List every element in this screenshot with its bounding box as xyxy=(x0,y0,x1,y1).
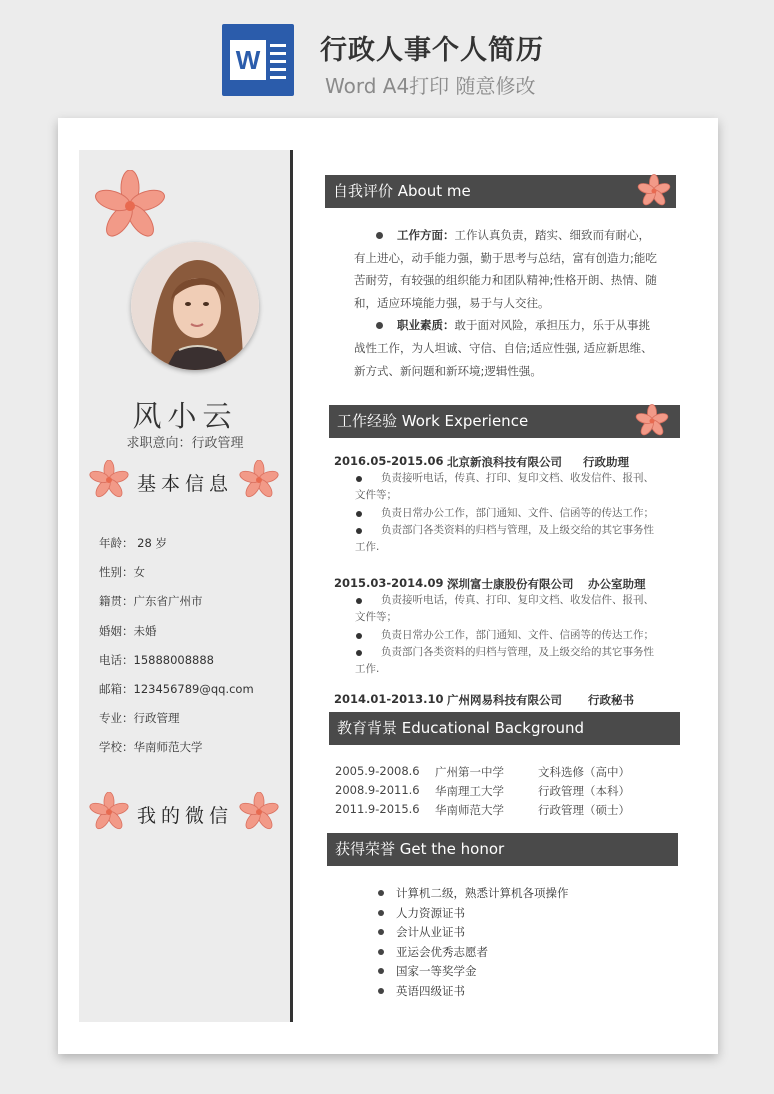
bullet-icon xyxy=(378,910,384,916)
experience-heading: 工作经验 Work Experience xyxy=(337,412,529,430)
info-email: 邮箱：123456789@qq.com xyxy=(99,681,254,696)
info-hometown: 籍贯：广东省广州市 xyxy=(99,594,203,609)
info-major: 专业：行政管理 xyxy=(99,711,180,726)
education-header xyxy=(329,712,680,745)
flower-icon xyxy=(637,174,671,208)
info-marital: 婚姻：未婚 xyxy=(99,623,157,638)
honor-item: 会计从业证书 xyxy=(378,923,569,943)
job-1-duties: 负责接听电话，传真、打印、复印文档、收发信件、报刊、 文件等； 负责日常办公工作，部门通知、文件、信函等的传达工作； 负责部门各类资料的归档与管理，及上级交给的其它事务性 工作. xyxy=(355,472,654,554)
job-role: 行政助理 xyxy=(583,455,629,469)
job-company: 深圳富士康股份有限公司 xyxy=(447,577,574,591)
honor-item: 人力资源证书 xyxy=(378,904,569,924)
flower-icon xyxy=(635,404,669,438)
bullet-icon xyxy=(356,598,362,604)
basic-info-heading: 基本信息 xyxy=(136,473,233,495)
about-heading: 自我评价 About me xyxy=(333,182,471,200)
info-phone: 电话：15888008888 xyxy=(99,652,214,667)
job-role: 办公室助理 xyxy=(588,577,646,591)
flower-icon xyxy=(239,460,279,500)
info-age: 年龄： 28 岁 xyxy=(99,536,167,550)
resume-page: 风小云 求职意向：行政管理 基本信息 年龄： 28 岁 性别：女 籍贯：广东省广州市 婚姻：未婚 电话：15888008888 邮箱：123456789@qq.com 专业：行政管理 学校：华南师范大学 我的微信 自我评价 About me 工作方面：工作认真负责，踏实、细致而有耐心， 有上进心，动手能力强，勤于思考与总结，富有创造力;能吃 苦耐劳，有较强的组织能力和团队精神;性格开朗、热情、随 和，适应环境能力强，易于与人交往。 职业素质：敢于面对风险，承担压力，乐于从事挑 战性工作，为人坦诚、守信、自信;适应性强, 适应新思维、 新方式、新问题和新环境;逻辑性强。 工作经验 Work Experience 2016.05-2015.06 北京新浪科技有限公司 行政助理 负责接听电话，传真、打印、复印文档、收发信件、报刊、 文件等； 负责日常办公工作，部门通知、文件、信函等的传达工作； 负责部门各类资料的归档与管理，及上级交给的其它事务性 工作. 2015.03-2014.09 深圳富士康股份有限公司 办公室助理 负责接听电话，传真、打印、复印文档、收发信件、报刊、 文件等； 负责日常办公工作，部门通知、文件、信函等的传达工作； 负责部门各类资料的归档与管理，及上级交给的其它事务性 工作. 2014.01-2013.10 广州网易科技有限公司 行政秘书 教育背景 Educational Background 2005.9-2008.6 广州第一中学 文科选修（高中） 2008.9-2011.6 华南理工大学 行政管理（本科） 2011.9-2015.6 华南师范大学 行政管理（硕士） 获得荣誉 Get the honor 计算机二级，熟悉计算机各项操作 人力资源证书 会计从业证书 亚运会优秀志愿者 国家一等奖学金 英语四级证书 xyxy=(58,118,718,1054)
bullet-icon xyxy=(356,511,362,517)
job-company: 广州网易科技有限公司 xyxy=(447,693,562,707)
honors-heading: 获得荣誉 Get the honor xyxy=(335,840,505,858)
info-gender: 性别：女 xyxy=(99,565,145,580)
bullet-icon xyxy=(378,929,384,935)
honors-header xyxy=(327,833,678,866)
flower-icon xyxy=(95,170,165,242)
info-school: 学校：华南师范大学 xyxy=(99,740,203,755)
about-header xyxy=(325,175,676,208)
bullet-icon xyxy=(356,633,362,639)
vertical-divider xyxy=(290,150,293,1022)
education-heading: 教育背景 Educational Background xyxy=(337,719,585,737)
job-company: 北京新浪科技有限公司 xyxy=(447,455,562,469)
honors-list xyxy=(378,884,569,1002)
banner-subtitle: Word A4打印 随意修改 xyxy=(325,74,536,98)
bullet-icon xyxy=(378,968,384,974)
honor-item: 英语四级证书 xyxy=(378,982,569,1002)
avatar xyxy=(131,242,259,370)
bullet-icon xyxy=(356,476,362,482)
word-logo-icon xyxy=(222,24,294,96)
about-text: 工作方面：工作认真负责，踏实、细致而有耐心， 有上进心，动手能力强，勤于思考与总结，富有创造力;能吃 苦耐劳，有较强的组织能力和团队精神;性格开朗、热情、随 和，适应环境能力强，易于与人交往。 职业素质：敢于面对风险，承担压力，乐于从事挑 战性工作，为人坦诚、守信、自信;适应性强, 适应新思维、 新方式、新问题和新环境;逻辑性强。 xyxy=(354,228,657,378)
basic-info-list xyxy=(99,534,254,768)
bullet-icon xyxy=(378,988,384,994)
job-role: 行政秘书 xyxy=(588,693,634,707)
honor-item: 国家一等奖学金 xyxy=(378,962,569,982)
job-period: 2016.05-2015.06 xyxy=(334,454,444,468)
honor-item: 计算机二级，熟悉计算机各项操作 xyxy=(378,884,569,904)
sidebar xyxy=(79,150,291,1022)
experience-header xyxy=(329,405,680,438)
job-intent: 求职意向：行政管理 xyxy=(126,436,244,451)
word-logo-letter: W xyxy=(230,40,266,80)
flower-icon xyxy=(239,792,279,832)
candidate-name: 风小云 xyxy=(132,399,238,433)
bullet-icon xyxy=(356,528,362,534)
bullet-icon xyxy=(378,890,384,896)
job-2-duties: 负责接听电话，传真、打印、复印文档、收发信件、报刊、 文件等； 负责日常办公工作，部门通知、文件、信函等的传达工作； 负责部门各类资料的归档与管理，及上级交给的其它事务性 工作. xyxy=(355,594,654,676)
job-period: 2015.03-2014.09 xyxy=(334,576,444,590)
bullet-icon xyxy=(356,650,362,656)
honor-item: 亚运会优秀志愿者 xyxy=(378,943,569,963)
bullet-icon xyxy=(378,949,384,955)
banner-title: 行政人事个人简历 xyxy=(320,35,544,66)
bullet-icon xyxy=(376,232,383,239)
wechat-heading: 我的微信 xyxy=(136,805,233,827)
job-period: 2014.01-2013.10 xyxy=(334,692,444,706)
bullet-icon xyxy=(376,322,383,329)
